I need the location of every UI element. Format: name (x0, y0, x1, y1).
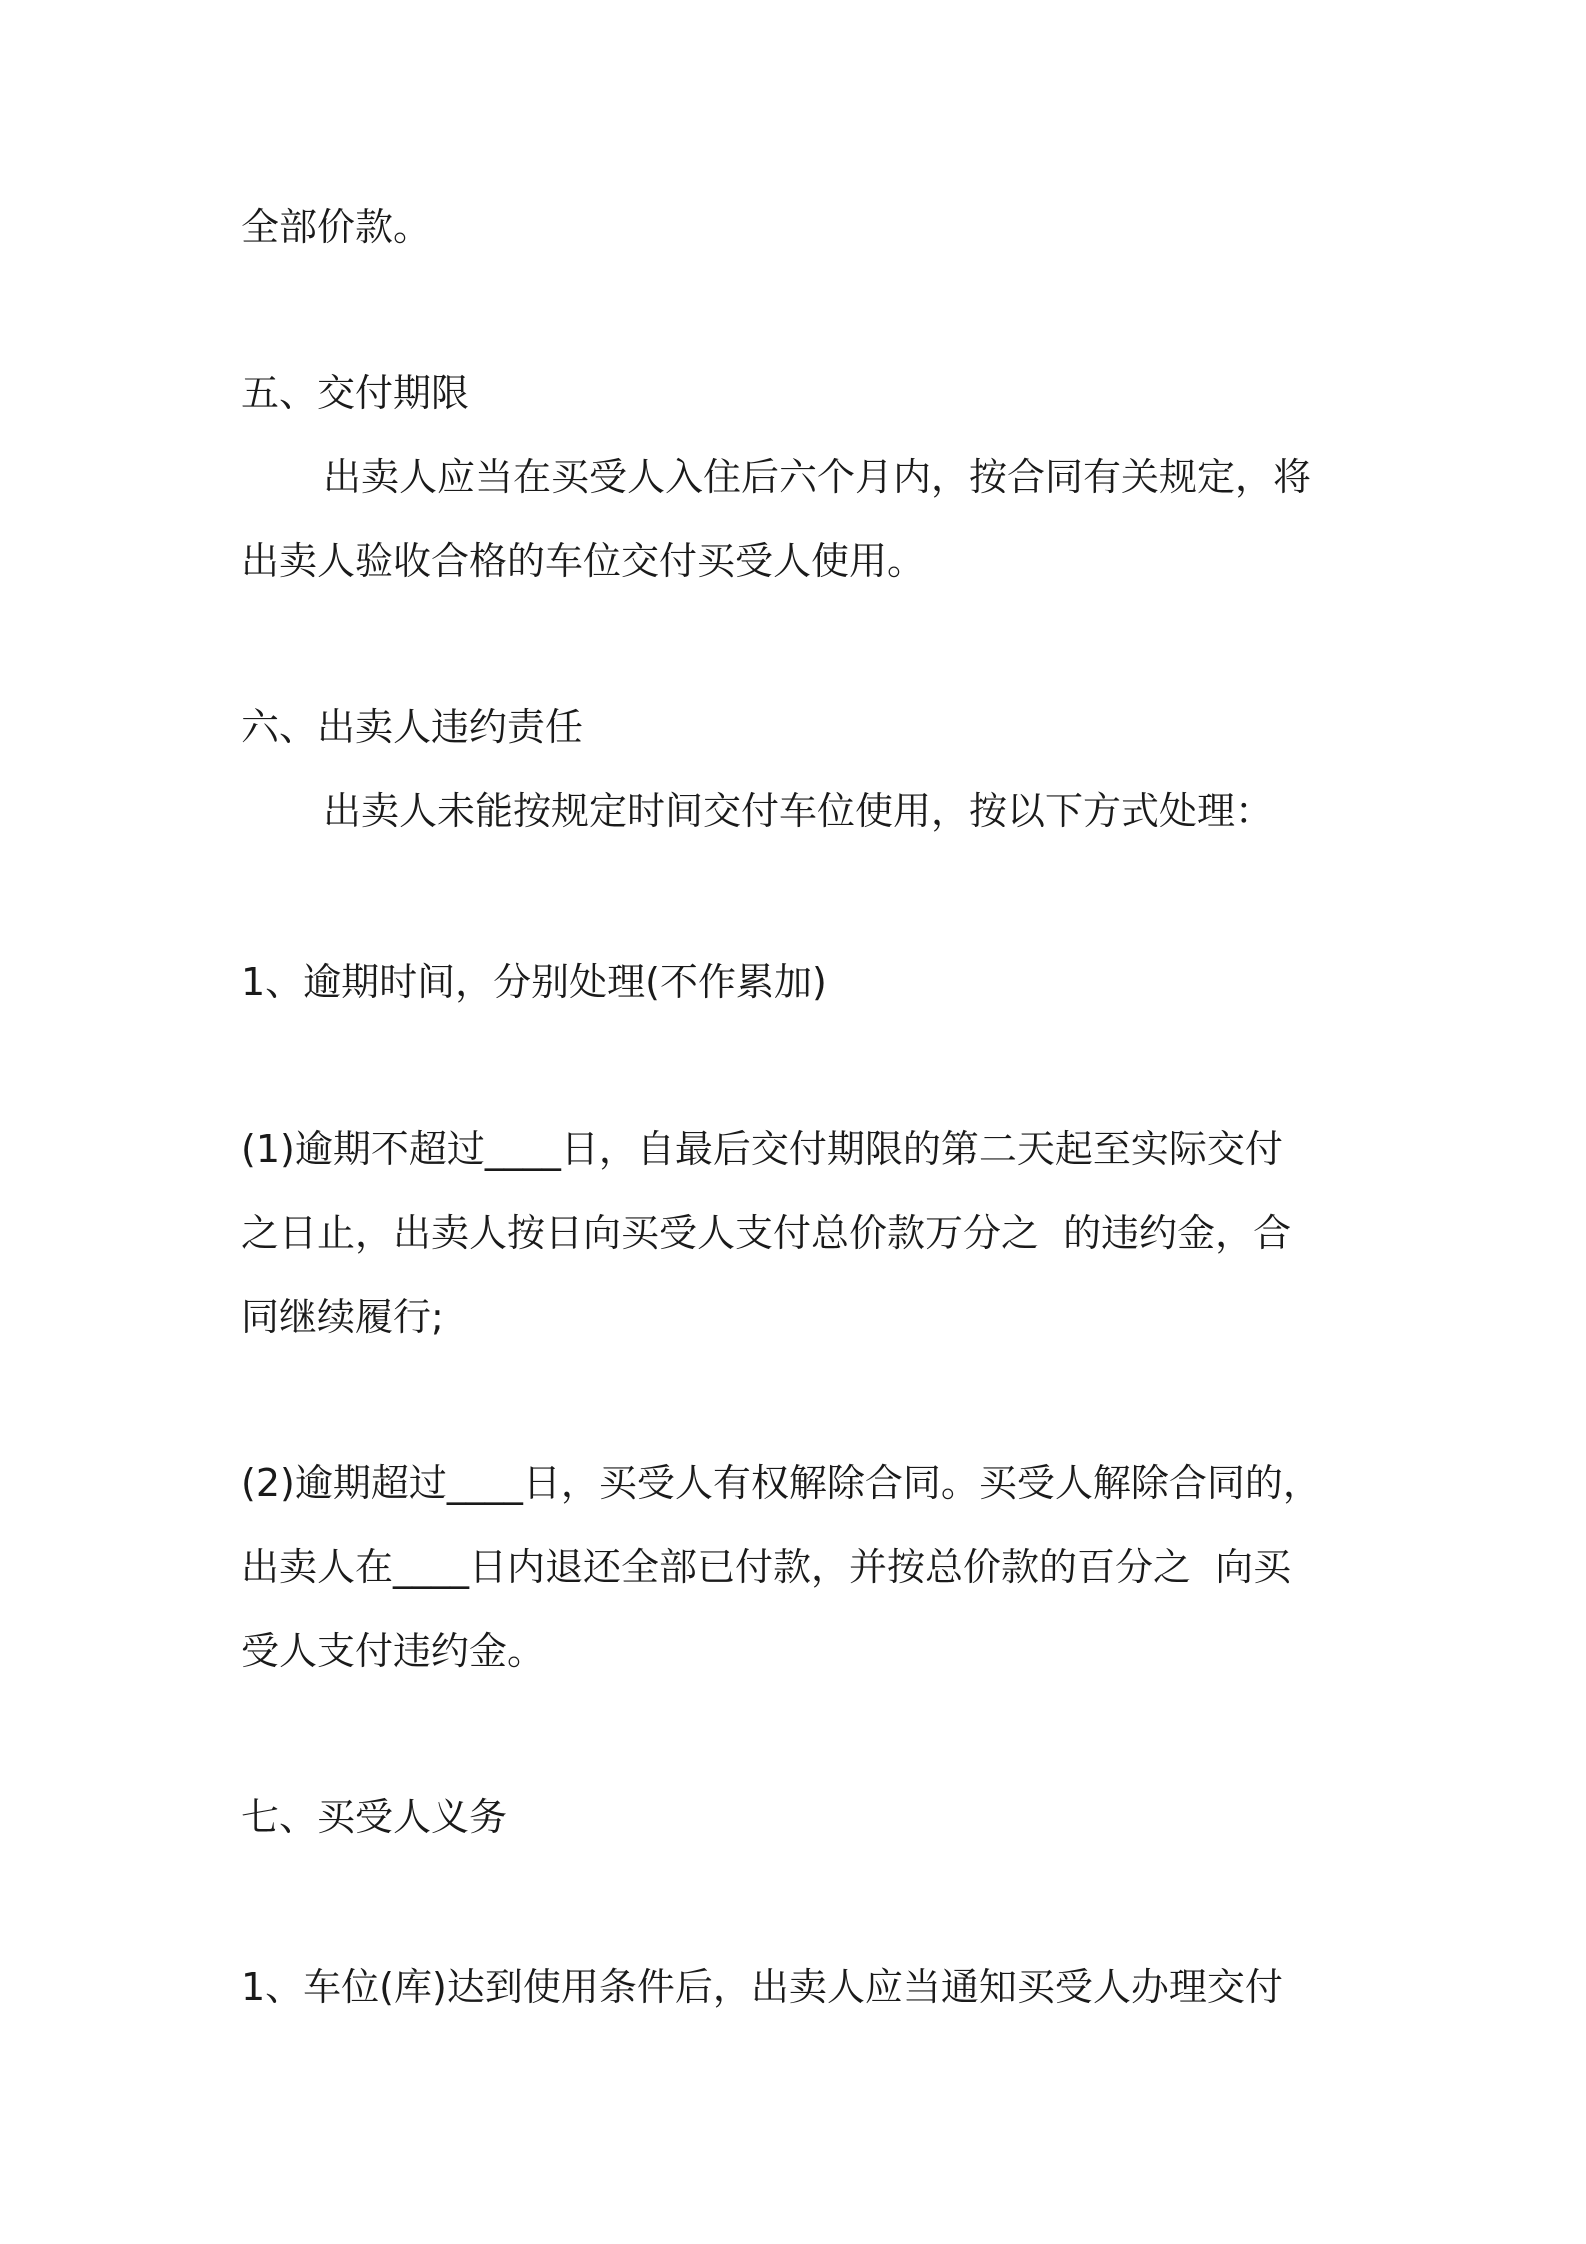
section-heading: 五、交付期限 (241, 371, 470, 415)
paragraph-line: 同继续履行; (241, 1295, 444, 1339)
paragraph-line: 全部价款。 (241, 205, 432, 249)
paragraph-line: 出卖人未能按规定时间交付车位使用，按以下方式处理： (323, 789, 1274, 833)
paragraph-line: (1)逾期不超过____日，自最后交付期限的第二天起至实际交付 (241, 1127, 1283, 1171)
paragraph-line: 受人支付违约金。 (241, 1629, 546, 1673)
list-item: 1、逾期时间，分别处理(不作累加) (241, 960, 827, 1004)
paragraph-line: 之日止，出卖人按日向买受人支付总价款万分之 的违约金，合 (241, 1211, 1292, 1255)
paragraph-line: 出卖人在____日内退还全部已付款，并按总价款的百分之 向买 (241, 1545, 1292, 1589)
section-heading: 七、买受人义务 (241, 1795, 508, 1839)
paragraph-line: (2)逾期超过____日，买受人有权解除合同。买受人解除合同的， (241, 1461, 1321, 1505)
paragraph-line: 出卖人验收合格的车位交付买受人使用。 (241, 539, 926, 583)
list-item: 1、车位(库)达到使用条件后，出卖人应当通知买受人办理交付 (241, 1965, 1283, 2009)
section-heading: 六、出卖人违约责任 (241, 705, 584, 749)
paragraph-line: 出卖人应当在买受人入住后六个月内，按合同有关规定，将 (323, 455, 1312, 499)
